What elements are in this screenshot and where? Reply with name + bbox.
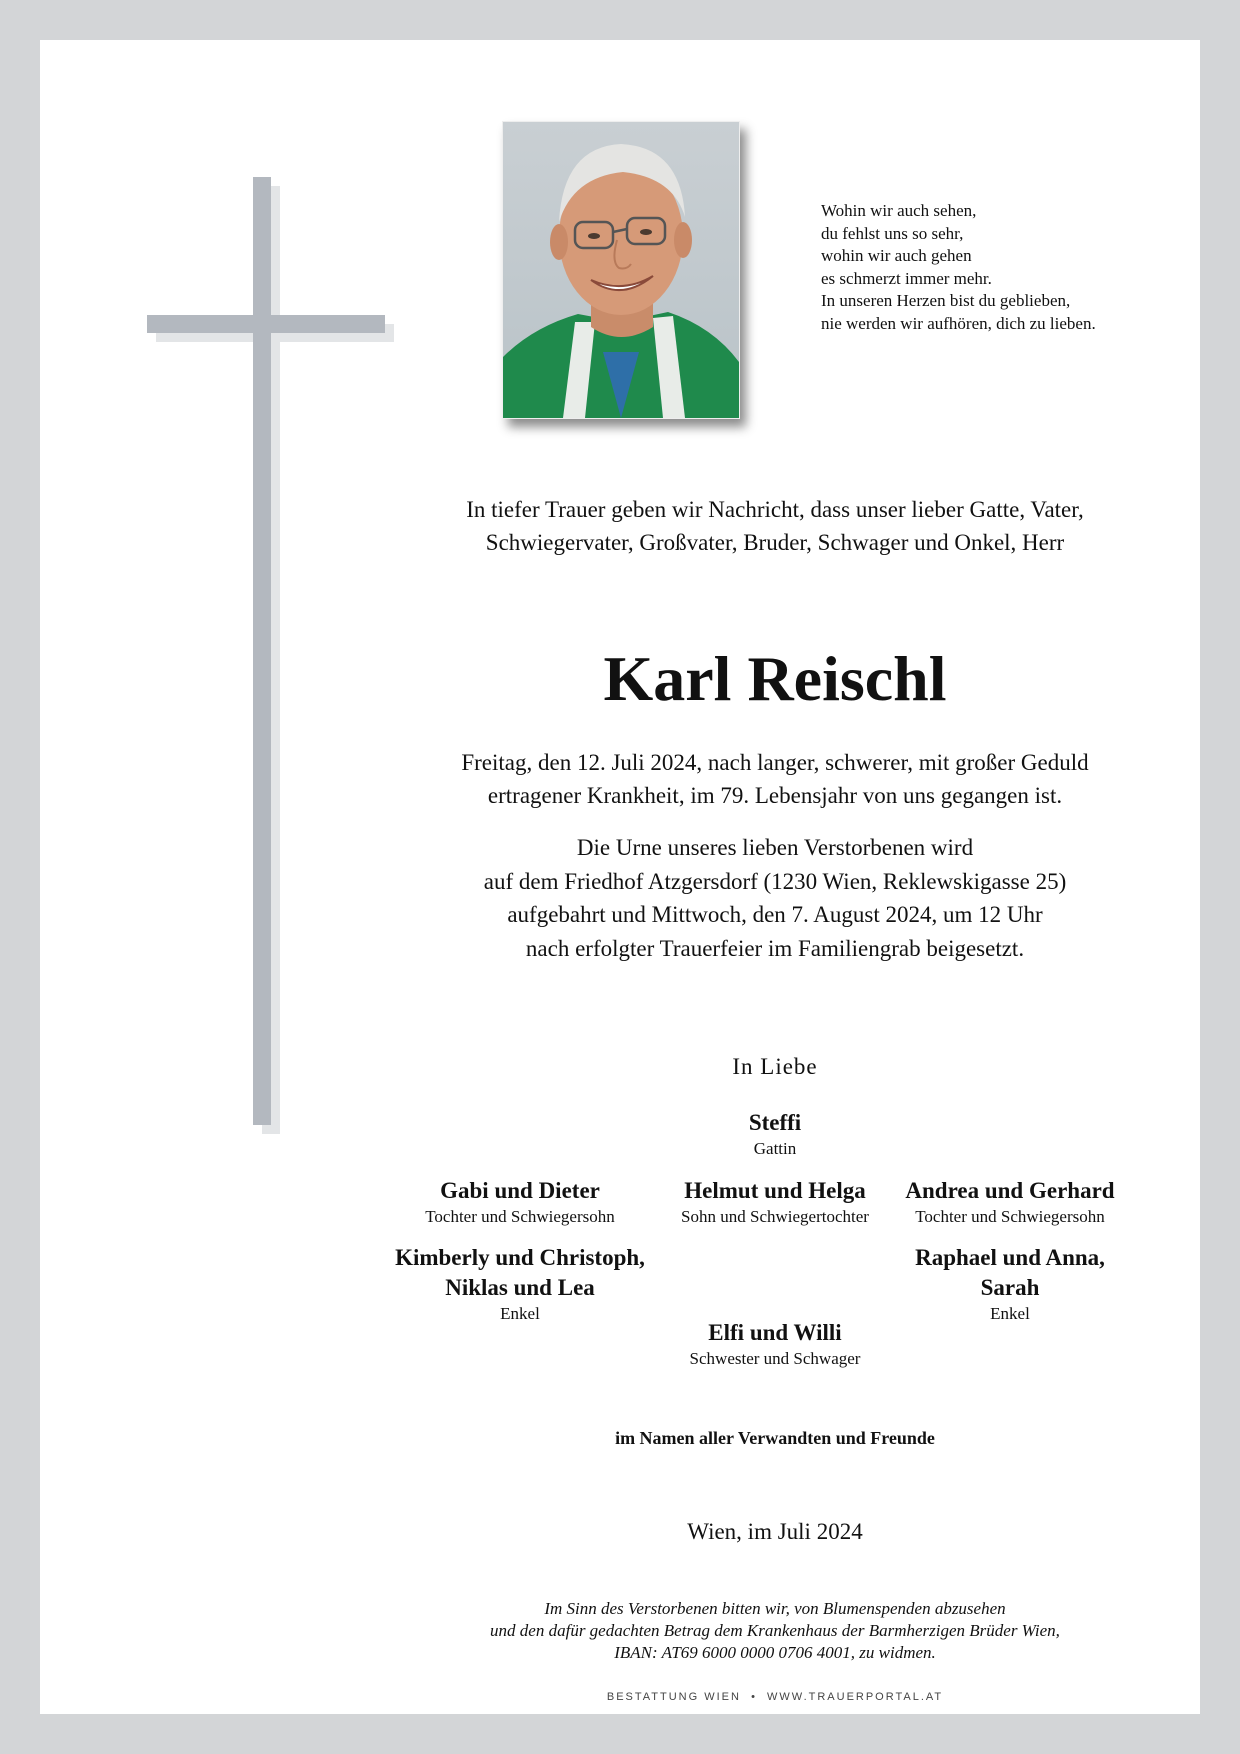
- obituary-page: [40, 40, 1200, 1714]
- mourner-role: Gattin: [753, 1139, 797, 1158]
- funeral-line: auf dem Friedhof Atzgersdorf (1230 Wien, Reklewskigasse 25): [483, 868, 1067, 894]
- death-line: Freitag, den 12. Juli 2024, nach langer, schwerer, mit großer Geduld: [461, 750, 1089, 775]
- mourner-spouse: [620, 1108, 930, 1160]
- mourner-name: Gabi und Dieter: [440, 1178, 600, 1203]
- poem-line: Wohin wir auch sehen,: [821, 201, 977, 220]
- poem: [821, 200, 1161, 335]
- note-line: Im Sinn des Verstorbenen bitten wir, von Blumenspenden abzusehen: [544, 1599, 1006, 1618]
- mourner-name: Kimberly und Christoph,: [395, 1245, 645, 1270]
- donation-note: [320, 1598, 1230, 1664]
- mourner-siblings: [620, 1318, 930, 1370]
- mourner-role: Enkel: [990, 1304, 1030, 1323]
- death-details: [320, 746, 1230, 812]
- deceased-name: Karl Reischl: [603, 643, 947, 714]
- poem-line: es schmerzt immer mehr.: [821, 268, 992, 288]
- death-line: ertragener Krankheit, im 79. Lebensjahr von uns gegangen ist.: [487, 783, 1063, 808]
- footer-credit: BESTATTUNG WIEN • WWW.TRAUERPORTAL.AT: [606, 1691, 944, 1703]
- mourner-role: Sohn und Schwiegertochter: [681, 1207, 869, 1226]
- funeral-line: nach erfolgter Trauerfeier im Familiengrab beigesetzt.: [525, 935, 1025, 961]
- mourner-role: Enkel: [500, 1304, 540, 1323]
- mourner-name: Elfi und Willi: [708, 1320, 842, 1345]
- mourner-role: Tochter und Schwiegersohn: [425, 1207, 615, 1226]
- note-line: IBAN: AT69 6000 0000 0706 4001, zu widmen.: [614, 1643, 936, 1662]
- poem-line: du fehlst uns so sehr,: [821, 223, 964, 243]
- mourner-grandchildren-2: [860, 1243, 1160, 1325]
- poem-line: In unseren Herzen bist du geblieben,: [821, 291, 1071, 310]
- mourner-name: Raphael und Anna,: [915, 1245, 1105, 1270]
- poem-line: wohin wir auch gehen: [821, 246, 972, 265]
- funeral-details: [320, 831, 1230, 965]
- mourner-grandchildren-1: [370, 1243, 670, 1325]
- mourner-name: Niklas und Lea: [445, 1275, 595, 1300]
- intro-line: In tiefer Trauer geben wir Nachricht, dass unser lieber Gatte, Vater,: [466, 497, 1084, 522]
- mourner-name: Steffi: [748, 1110, 802, 1135]
- mourner-name: Andrea und Gerhard: [905, 1178, 1115, 1203]
- place-date: Wien, im Juli 2024: [687, 1519, 863, 1544]
- in-liebe-heading: In Liebe: [732, 1054, 818, 1079]
- mourner-name: Sarah: [980, 1275, 1040, 1300]
- portrait-illustration: [503, 122, 739, 418]
- cross-icon-bar: [147, 315, 385, 333]
- mourner-role: Schwester und Schwager: [689, 1349, 861, 1368]
- funeral-line: Die Urne unseres lieben Verstorbenen wird: [576, 835, 974, 860]
- poem-line: nie werden wir aufhören, dich zu lieben.: [821, 313, 1096, 333]
- note-line: und den dafür gedachten Betrag dem Krankenhaus der Barmherzigen Brüder Wien,: [490, 1621, 1060, 1640]
- funeral-line: aufgebahrt und Mittwoch, den 7. August 2024, um 12 Uhr: [507, 902, 1043, 927]
- intro-line: Schwiegervater, Großvater, Bruder, Schwager und Onkel, Herr: [485, 530, 1065, 555]
- mourner-role: Tochter und Schwiegersohn: [915, 1207, 1105, 1226]
- closing-line: im Namen aller Verwandten und Freunde: [615, 1428, 935, 1448]
- portrait-photo: [502, 121, 740, 419]
- mourner-name: Helmut und Helga: [684, 1178, 866, 1203]
- mourner-child-3: [860, 1176, 1160, 1228]
- announcement-intro: [320, 493, 1230, 559]
